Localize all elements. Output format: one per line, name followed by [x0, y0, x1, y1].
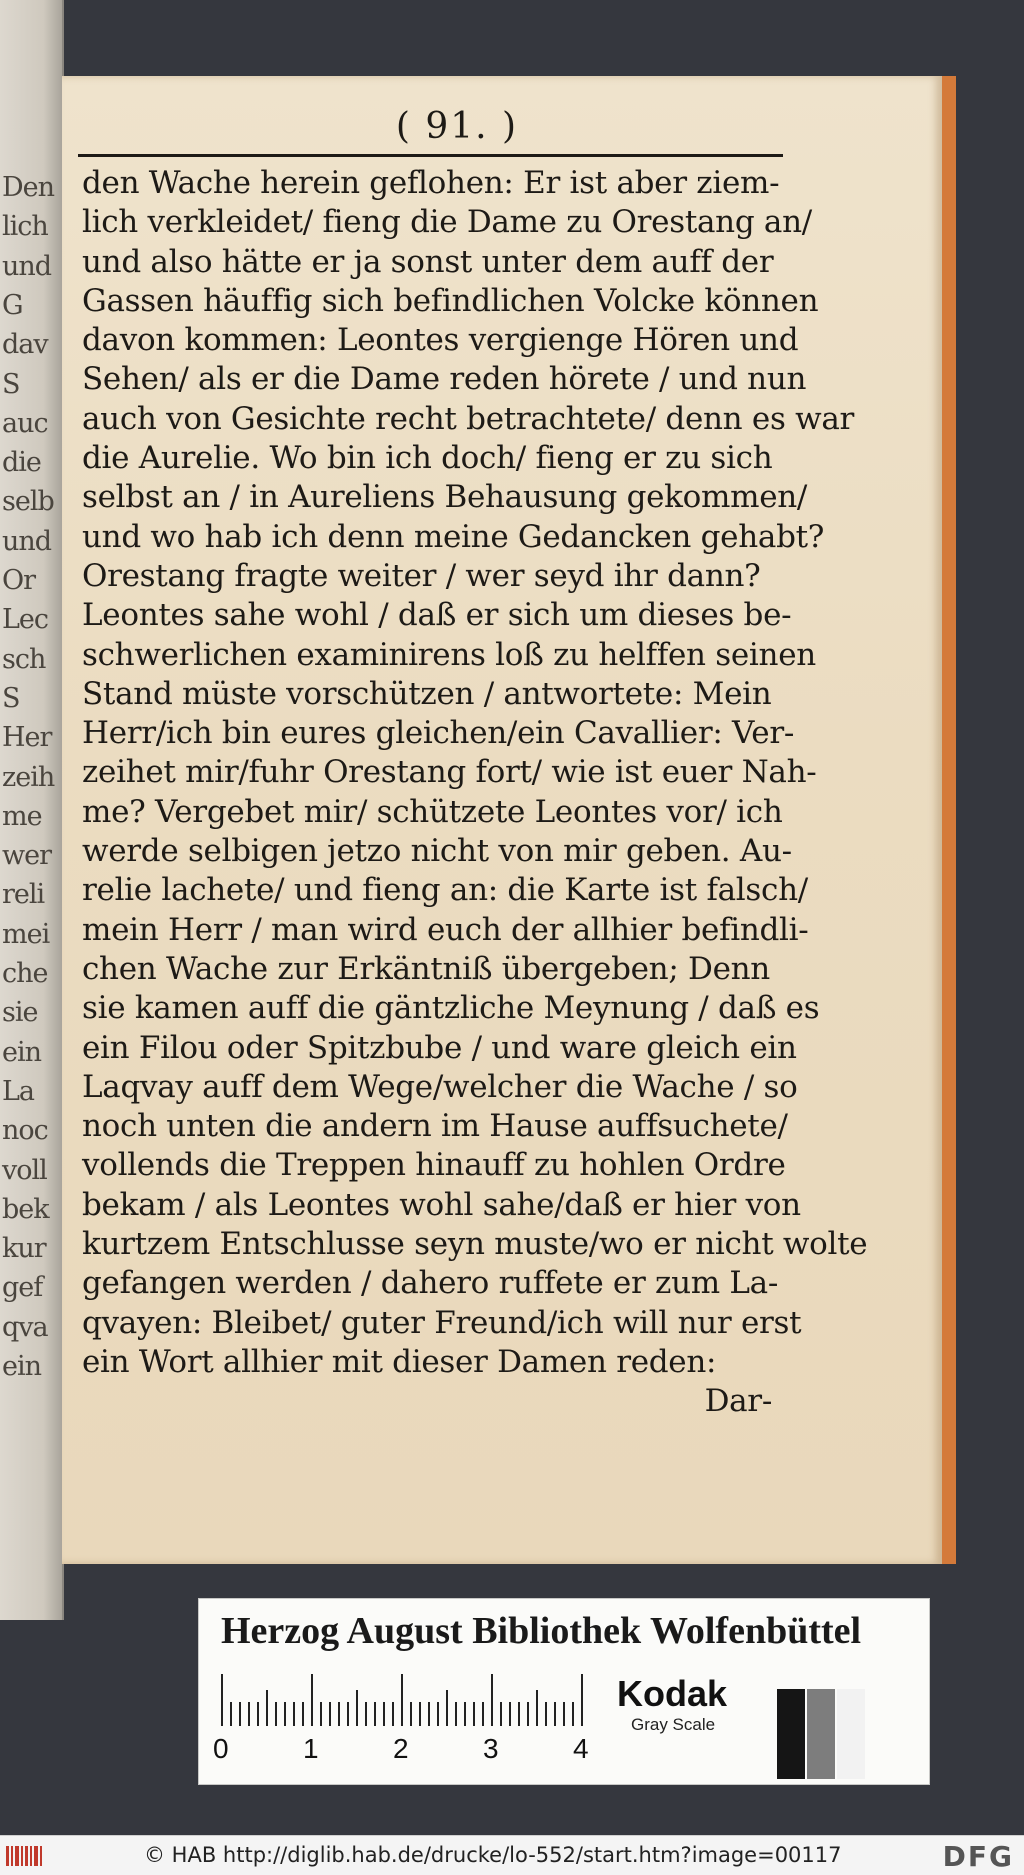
- ruler-tick: [473, 1702, 475, 1726]
- ruler-tick: [266, 1690, 268, 1726]
- text-line: werde selbigen jetzo nicht von mir geben. Au-: [82, 833, 792, 870]
- previous-page-fragment: Lec: [2, 604, 49, 636]
- catchword: Dar-: [704, 1383, 772, 1420]
- ruler-tick: [338, 1702, 340, 1726]
- ruler-tick: [410, 1702, 412, 1726]
- ruler-tick: [347, 1702, 349, 1726]
- ruler-number: 0: [213, 1733, 229, 1764]
- ruler-tick: [455, 1702, 457, 1726]
- footer-bar: [0, 1835, 1024, 1875]
- previous-page-fragment: Den: [2, 172, 55, 203]
- previous-page-fragment: ein: [2, 1036, 42, 1068]
- previous-page-fragment: dav: [2, 329, 48, 361]
- text-line: Leontes sahe wohl / daß er sich um dieses be-: [82, 597, 792, 634]
- previous-page-fragment: Or: [2, 565, 36, 596]
- previous-page-fragment: G: [2, 289, 23, 321]
- gray-swatch: [777, 1689, 805, 1779]
- header-rule: [78, 154, 783, 157]
- previous-page-fragment: lich: [2, 211, 48, 243]
- ruler-tick: [491, 1674, 493, 1726]
- ruler-tick: [293, 1702, 295, 1726]
- ruler-tick: [356, 1690, 358, 1726]
- previous-page-fragment: mei: [2, 918, 50, 950]
- ruler-tick: [365, 1702, 367, 1726]
- text-line: lich verkleidet/ fieng die Dame zu Orestang an/: [82, 204, 812, 241]
- ruler-tick: [536, 1690, 538, 1726]
- previous-page-fragment: zeih: [2, 761, 55, 793]
- ruler-tick: [320, 1702, 322, 1726]
- previous-page-fragment: auc: [2, 407, 48, 439]
- text-line: Laqvay auff dem Wege/welcher die Wache / so: [82, 1068, 798, 1105]
- previous-page-fragment: wer: [2, 840, 51, 872]
- ruler-tick: [437, 1702, 439, 1726]
- previous-page-edge: [0, 0, 64, 1620]
- ruler-tick: [446, 1690, 448, 1726]
- ruler-tick: [383, 1702, 385, 1726]
- body-text: [82, 164, 868, 1422]
- text-line: Sehen/ als er die Dame reden hörete / und nun: [82, 361, 807, 398]
- barcode-icon: [6, 1844, 42, 1868]
- previous-page-fragment: und: [2, 250, 52, 282]
- text-line: Gassen häuffig sich befindlichen Volcke können: [82, 282, 819, 319]
- page-number: ( 91. ): [395, 106, 519, 147]
- ruler-tick: [239, 1702, 241, 1726]
- ruler-tick: [392, 1702, 394, 1726]
- ruler-number: 1: [303, 1733, 319, 1764]
- ruler-tick: [545, 1702, 547, 1726]
- text-line: relie lachete/ und fieng an: die Karte ist falsch/: [82, 872, 808, 909]
- text-line: chen Wache zur Erkäntniß übergeben; Denn: [82, 950, 770, 987]
- ruler-tick: [518, 1702, 520, 1726]
- gray-swatch: [807, 1689, 835, 1779]
- ruler-tick: [527, 1702, 529, 1726]
- previous-page-fragment: sch: [2, 643, 46, 675]
- previous-page-fragment: me: [2, 800, 42, 832]
- ruler-tick: [257, 1702, 259, 1726]
- text-line: vollends die Treppen hinauff zu hohlen Ordre: [82, 1147, 786, 1184]
- previous-page-fragment: voll: [2, 1154, 47, 1186]
- previous-page-fragment: noc: [2, 1115, 48, 1147]
- text-line: noch unten die andern im Hause auffsuchete/: [82, 1108, 788, 1145]
- previous-page-fragment: ein: [2, 1351, 42, 1382]
- text-line: Orestang fragte weiter / wer seyd ihr dann?: [82, 557, 761, 594]
- previous-page-fragment: La: [2, 1075, 35, 1107]
- previous-page-fragment: S: [2, 682, 20, 714]
- ruler-tick: [509, 1702, 511, 1726]
- text-line: ein Wort allhier mit dieser Damen reden:: [82, 1343, 717, 1380]
- ruler-tick: [374, 1702, 376, 1726]
- color-calibration-target: [198, 1598, 930, 1785]
- text-line: und also hätte er ja sonst unter dem auff der: [82, 243, 774, 280]
- ruler-tick: [554, 1702, 556, 1726]
- previous-page-fragment: sie: [2, 997, 38, 1029]
- text-line: Stand müste vorschützen / antwortete: Mein: [82, 675, 772, 712]
- ruler-tick: [302, 1702, 304, 1726]
- ruler-number: 2: [393, 1733, 409, 1764]
- ruler-tick: [464, 1702, 466, 1726]
- ruler-tick: [500, 1702, 502, 1726]
- text-line: auch von Gesichte recht betrachtete/ denn es war: [82, 400, 855, 437]
- previous-page-fragment: die: [2, 447, 41, 479]
- gray-scale-label: Gray Scale: [631, 1715, 716, 1734]
- text-line: schwerlichen examinirens loß zu helffen seinen: [82, 636, 816, 673]
- ruler-tick: [419, 1702, 421, 1726]
- ruler-tick: [248, 1702, 250, 1726]
- text-line: Herr/ich bin eures gleichen/ein Cavallier: Ver-: [82, 715, 795, 752]
- ruler-number: 4: [573, 1733, 589, 1764]
- text-line: bekam / als Leontes wohl sahe/daß er hier von: [82, 1186, 801, 1223]
- text-line: sie kamen auff die gäntzliche Meynung / daß es: [82, 990, 820, 1027]
- ruler-tick: [329, 1702, 331, 1726]
- ruler-tick: [311, 1674, 313, 1726]
- text-line: und wo hab ich denn meine Gedancken gehabt?: [82, 518, 825, 555]
- previous-page-fragment: che: [2, 958, 48, 989]
- text-line: mein Herr / man wird euch der allhier befindli-: [82, 911, 809, 948]
- ruler-number: 3: [483, 1733, 499, 1764]
- previous-page-fragment: kur: [2, 1233, 46, 1265]
- previous-page-fragment: bek: [2, 1193, 49, 1225]
- text-line: qvayen: Bleibet/ guter Freund/ich will nur erst: [82, 1304, 802, 1341]
- ruler-tick: [230, 1702, 232, 1726]
- ruler-tick: [284, 1702, 286, 1726]
- text-line: den Wache herein geflohen: Er ist aber ziem-: [82, 165, 780, 201]
- ruler-tick: [428, 1702, 430, 1726]
- text-line: zeihet mir/fuhr Orestang fort/ wie ist euer Nah-: [82, 754, 817, 791]
- previous-page-fragment: selb: [2, 486, 54, 518]
- ruler-tick: [563, 1702, 565, 1726]
- text-line: selbst an / in Aureliens Behausung gekommen/: [82, 479, 808, 516]
- ruler-tick: [221, 1674, 223, 1726]
- kodak-logo: Kodak: [617, 1673, 728, 1714]
- previous-page-fragment: reli: [2, 879, 45, 911]
- text-line: davon kommen: Leontes vergienge Hören und: [82, 322, 799, 359]
- footer-copyright: © HAB http://diglib.hab.de/drucke/lo-552/start.htm?image=00117: [144, 1843, 842, 1867]
- previous-page-fragment: S: [2, 368, 20, 400]
- text-line: kurtzem Entschlusse seyn muste/wo er nicht wolte: [82, 1226, 868, 1263]
- previous-page-fragment: qva: [2, 1311, 48, 1343]
- ruler-tick: [581, 1674, 583, 1726]
- library-name: Herzog August Bibliothek Wolfenbüttel: [221, 1610, 862, 1652]
- text-line: me? Vergebet mir/ schützete Leontes vor/ ich: [82, 793, 783, 830]
- ruler-tick: [572, 1702, 574, 1726]
- text-line: ein Filou oder Spitzbube / und ware gleich ein: [82, 1029, 797, 1066]
- ruler-tick: [482, 1702, 484, 1726]
- previous-page-fragment: gef: [2, 1272, 43, 1304]
- previous-page-fragment: und: [2, 525, 52, 557]
- dfg-logo: DFG: [942, 1840, 1014, 1873]
- ruler-scale: [221, 1671, 591, 1726]
- ruler-tick: [275, 1702, 277, 1726]
- gray-swatch: [837, 1689, 865, 1779]
- text-line: die Aurelie. Wo bin ich doch/ fieng er zu sich: [82, 440, 773, 477]
- book-page: [62, 76, 956, 1564]
- ruler-tick: [401, 1674, 403, 1726]
- previous-page-fragment: Her: [2, 722, 52, 754]
- text-line: gefangen werden / dahero ruffete er zum La-: [82, 1265, 779, 1302]
